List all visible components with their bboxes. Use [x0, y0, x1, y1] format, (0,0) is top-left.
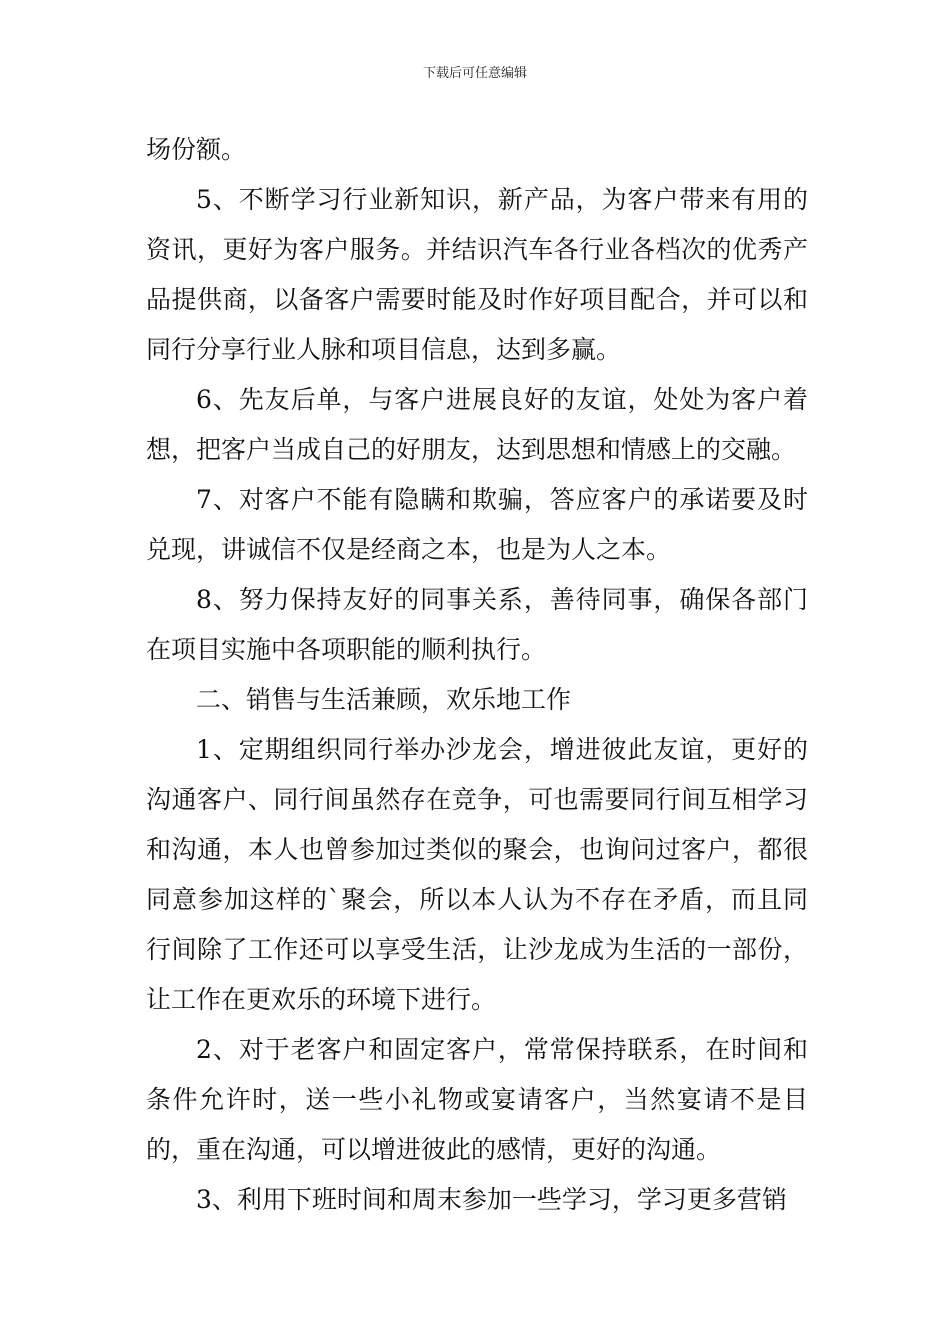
paragraph-item-1: 1、定期组织同行举办沙龙会，增进彼此友谊，更好的沟通客户、同行间虽然存在竞争，可也需要同行间互相学习和沟通，本人也曾参加过类似的聚会，也询问过客户，都很同意参加这样的`聚会，所以本人认为不存在矛盾，而且同行间除了工作还可以享受生活，让沙龙成为生活的一部份，让工作在更欢乐的环境下进行。 — [146, 735, 808, 1014]
document-body — [146, 125, 808, 1225]
paragraph-continuation: 场份额。 — [146, 135, 247, 164]
paragraph-item-2: 2、对于老客户和固定客户，常常保持联系，在时间和条件允许时，送一些小礼物或宴请客户，当然宴请不是目的，重在沟通，可以增进彼此的感情，更好的沟通。 — [146, 1035, 808, 1164]
paragraph-item-8: 8、努力保持友好的同事关系，善待同事，确保各部门在项目实施中各项职能的顺利执行。 — [146, 585, 808, 664]
paragraph-item-3: 3、利用下班时间和周末参加一些学习，学习更多营销 — [196, 1185, 787, 1214]
paragraph-item-6: 6、先友后单，与客户进展良好的友谊，处处为客户着想，把客户当成自己的好朋友，达到思想和情感上的交融。 — [146, 385, 808, 464]
paragraph-item-7: 7、对客户不能有隐瞒和欺骗，答应客户的承诺要及时兑现，讲诚信不仅是经商之本，也是为人之本。 — [146, 485, 808, 564]
paragraph-item-5: 5、不断学习行业新知识，新产品，为客户带来有用的资讯，更好为客户服务。并结识汽车各行业各档次的优秀产品提供商，以备客户需要时能及时作好项目配合，并可以和同行分享行业人脉和项目信息，达到多赢。 — [146, 185, 808, 364]
page-header: 下载后可任意编辑 — [422, 66, 527, 81]
section-heading-2: 二、销售与生活兼顾，欢乐地工作 — [196, 685, 572, 714]
